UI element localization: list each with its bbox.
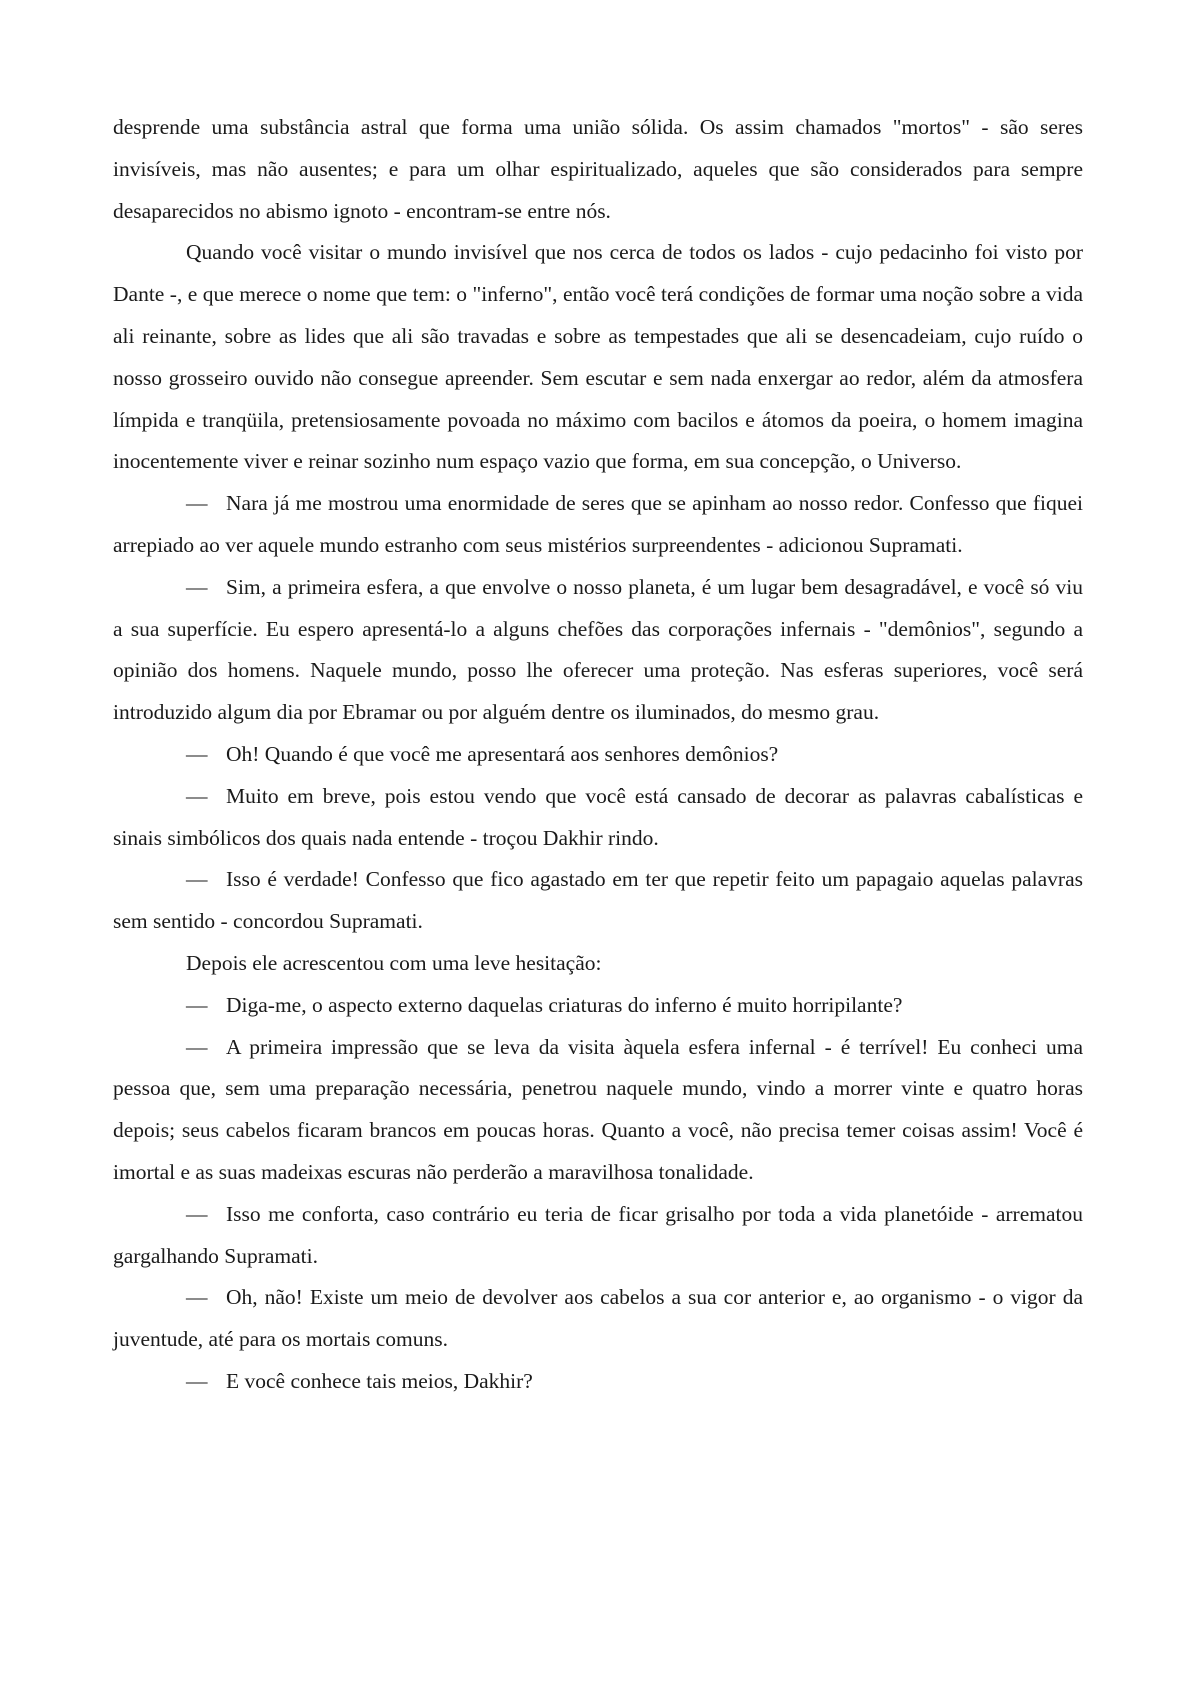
- paragraph-text: Oh, não! Existe um meio de devolver aos cabelos a sua cor anterior e, ao organismo - o vigor da juventude, até para os mortais comuns.: [113, 1285, 1083, 1352]
- paragraph-2: [113, 232, 1083, 483]
- dialogue-dash: —: [186, 741, 208, 766]
- dialogue-dash: —: [186, 1368, 208, 1393]
- paragraph-text: E você conhece tais meios, Dakhir?: [226, 1368, 533, 1393]
- paragraph-text: Quando você visitar o mundo invisível que nos cerca de todos os lados - cujo pedacinho foi visto por Dante -, e que merece o nome que tem: o "inferno", então você terá condições de formar uma noção sobre a vida ali reinante, sobre as lides que ali são travadas e sobre as tempestades que ali se desencadeiam, cujo ruído o nosso grosseiro ouvido não consegue apreender. Sem escutar e sem nada enxergar ao redor, além da atmosfera límpida e tranqüila, pretensiosamente povoada no máximo com bacilos e átomos da poeira, o homem imagina inocentemente viver e reinar sozinho num espaço vazio que forma, em sua concepção, o Universo.: [113, 240, 1083, 474]
- dialogue-dash: —: [186, 1034, 208, 1059]
- paragraph-text: Muito em breve, pois estou vendo que você está cansado de decorar as palavras cabalísticas e sinais simbólicos dos quais nada entende - troçou Dakhir rindo.: [113, 783, 1083, 850]
- dialogue-paragraph-12: [113, 1277, 1083, 1361]
- paragraph-text: desprende uma substância astral que forma uma união sólida. Os assim chamados "mortos" - são seres invisíveis, mas não ausentes; e para um olhar espiritualizado, aqueles que são considerados para sempre desaparecidos no abismo ignoto - encontram-se entre nós.: [113, 115, 1083, 223]
- dialogue-paragraph-3: [113, 483, 1083, 567]
- dialogue-paragraph-10: [113, 1027, 1083, 1194]
- paragraph-text: Isso é verdade! Confesso que fico agastado em ter que repetir feito um papagaio aquelas palavras sem sentido - concordou Supramati.: [113, 867, 1083, 934]
- paragraph-text: Nara já me mostrou uma enormidade de seres que se apinham ao nosso redor. Confesso que fiquei arrepiado ao ver aquele mundo estranho com seus mistérios surpreendentes - adicionou Supramati.: [113, 491, 1083, 557]
- paragraph-8: [113, 943, 1083, 985]
- dialogue-paragraph-5: [113, 734, 1083, 776]
- paragraph-text: Isso me conforta, caso contrário eu teria de ficar grisalho por toda a vida planetóide - arrematou gargalhando Supramati.: [113, 1201, 1083, 1268]
- dialogue-paragraph-6: [113, 776, 1083, 860]
- dialogue-dash: —: [186, 992, 208, 1017]
- paragraph-1: [113, 107, 1083, 232]
- dialogue-dash: —: [186, 574, 208, 599]
- dialogue-dash: —: [186, 1285, 208, 1310]
- paragraph-text: Sim, a primeira esfera, a que envolve o nosso planeta, é um lugar bem desagradável, e você só viu a sua superfície. Eu espero apresentá-lo a alguns chefões das corporações infernais - "demônios", segundo a opinião dos homens. Naquele mundo, posso lhe oferecer uma proteção. Nas esferas superiores, você será introduzido algum dia por Ebramar ou por alguém dentre os iluminados, do mesmo grau.: [113, 574, 1083, 725]
- dialogue-paragraph-7: [113, 859, 1083, 943]
- dialogue-dash: —: [186, 1201, 208, 1226]
- dialogue-dash: —: [186, 491, 208, 516]
- paragraph-text: Oh! Quando é que você me apresentará aos senhores demônios?: [226, 741, 779, 766]
- dialogue-dash: —: [186, 867, 208, 892]
- dialogue-dash: —: [186, 783, 208, 808]
- paragraph-text: A primeira impressão que se leva da visita àquela esfera infernal - é terrível! Eu conheci uma pessoa que, sem uma preparação necessária, penetrou naquele mundo, vindo a morrer vinte e quatro horas depois; seus cabelos ficaram brancos em poucas horas. Quanto a você, não precisa temer coisas assim! Você é imortal e as suas madeixas escuras não perderão a maravilhosa tonalidade.: [113, 1034, 1083, 1184]
- dialogue-paragraph-4: [113, 567, 1083, 734]
- dialogue-paragraph-11: [113, 1194, 1083, 1278]
- document-page: [113, 107, 1083, 1403]
- paragraph-text: Diga-me, o aspecto externo daquelas criaturas do inferno é muito horripilante?: [226, 992, 903, 1017]
- dialogue-paragraph-13: [113, 1361, 1083, 1403]
- dialogue-paragraph-9: [113, 985, 1083, 1027]
- paragraph-text: Depois ele acrescentou com uma leve hesitação:: [186, 950, 602, 975]
